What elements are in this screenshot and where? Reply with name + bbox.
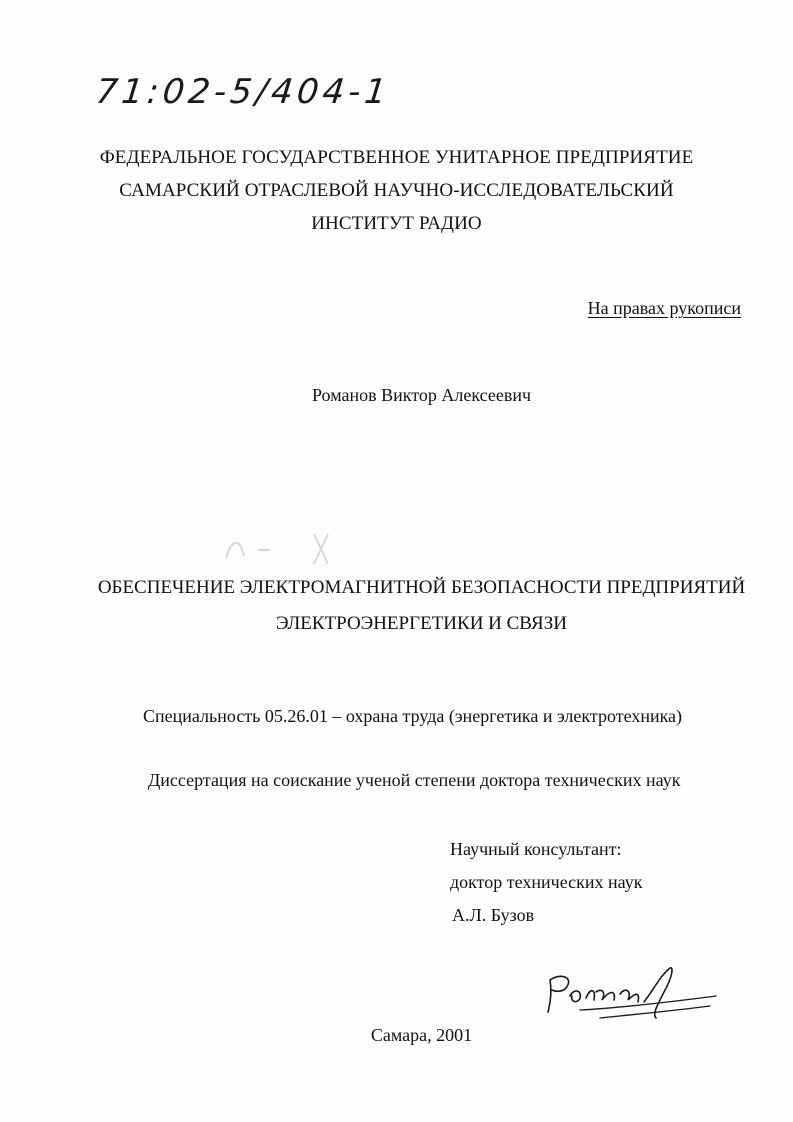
archive-code: 71:02-5/404-1 <box>93 72 393 112</box>
consultant-block <box>450 833 643 932</box>
author-name: Романов Виктор Алексеевич <box>311 385 532 405</box>
title-line: ЭЛЕКТРОЭНЕРГЕТИКИ И СВЯЗИ <box>276 613 567 634</box>
dissertation-title <box>0 570 793 642</box>
specialty-line: Специальность 05.26.01 – охрана труда (энергетика и электротехника) <box>143 706 683 726</box>
city-year: Самара, 2001 <box>370 1025 473 1045</box>
organization-header <box>0 141 793 240</box>
handwritten-signature-icon <box>540 962 720 1032</box>
dissertation-note: Диссертация на соискание ученой степени доктора технических наук <box>148 770 681 790</box>
organization-line: ФЕДЕРАЛЬНОЕ ГОСУДАРСТВЕННОЕ УНИТАРНОЕ ПРЕДПРИЯТИЕ <box>99 147 694 168</box>
consultant-degree: доктор технических наук <box>450 872 643 892</box>
consultant-label: Научный консультант: <box>450 839 622 859</box>
organization-line: ИНСТИТУТ РАДИО <box>311 213 482 234</box>
consultant-name: А.Л. Бузов <box>452 905 535 925</box>
organization-line: САМАРСКИЙ ОТРАСЛЕВОЙ НАУЧНО-ИССЛЕДОВАТЕЛЬСКИЙ <box>119 180 674 201</box>
rights-note: На правах рукописи <box>587 298 741 318</box>
faint-stamp-mark-icon <box>218 528 338 568</box>
title-line: ОБЕСПЕЧЕНИЕ ЭЛЕКТРОМАГНИТНОЙ БЕЗОПАСНОСТИ ПРЕДПРИЯТИЙ <box>97 577 746 598</box>
